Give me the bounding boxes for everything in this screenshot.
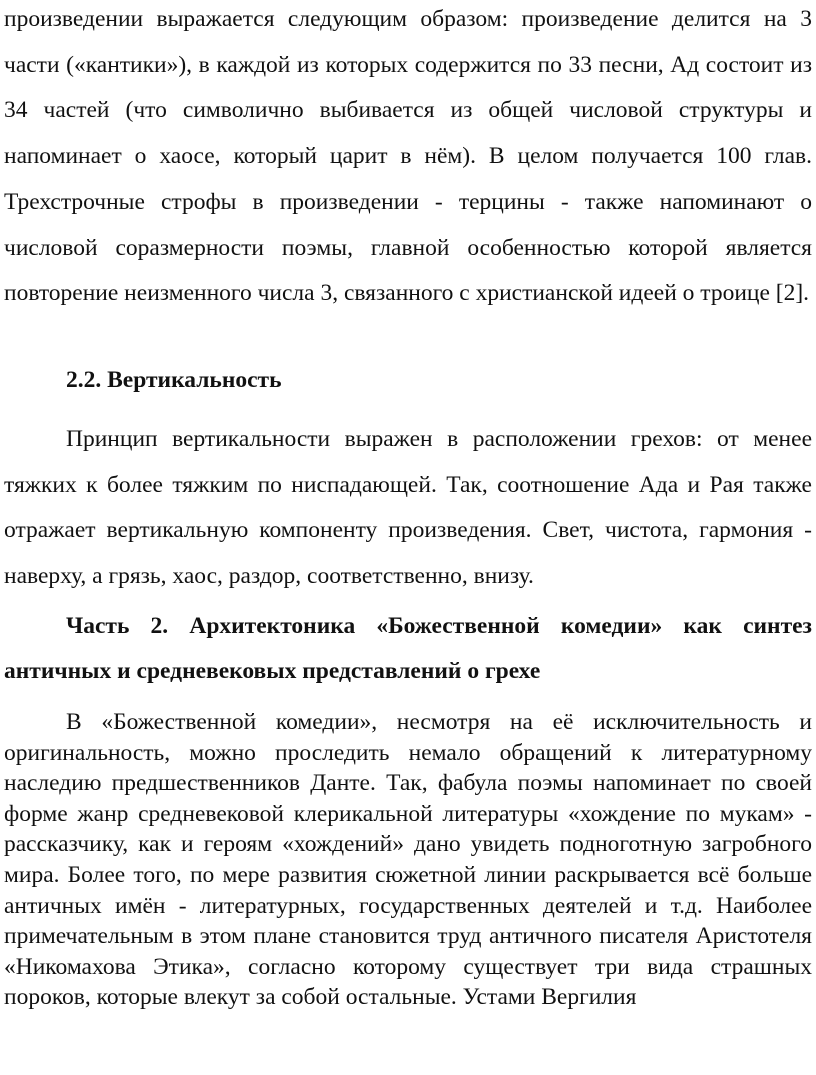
section-heading-verticality: 2.2. Вертикальность (66, 367, 282, 393)
paragraph-numerical-structure: произведении выражается следующим образом: произведение делится на 3 части («кантики»), в каждой из которых содержится по 33 песни, Ад состоит из 34 частей (что символично выбивается из общей числовой структуры и напоминает о хаосе, который царит в нём). В целом получается 100 глав. Трехстрочные строфы в произведении - терцины - также напоминают о числовой соразмерности поэмы, главной особенностью которой является повторение неизменного числа 3, связанного с христианской идеей о троице [2]. (4, 6, 812, 307)
part-heading-architectonics: Часть 2. Архитектоника «Божественной комедии» как синтез античных и средневековых представлений о грехе (4, 613, 812, 684)
paragraph-antique-medieval-sources: В «Божественной комедии», несмотря на её исключительность и оригинальность, можно проследить немало обращений к литературному наследию предшественников Данте. Так, фабула поэмы напоминает по своей форме жанр средневековой клерикальной литературы «хождение по мукам» - рассказчику, как и героям «хождений» дано увидеть подноготную загробного мира. Более того, по мере развития сюжетной линии раскрывается всё больше античных имён - литературных, государственных деятелей и т.д. Наиболее примечательным в этом плане становится труд античного писателя Аристотеля «Никомахова Этика», согласно которому существует три вида страшных пороков, которые влекут за собой остальные. Устами Вергилия (4, 709, 812, 1011)
paragraph-verticality: Принцип вертикальности выражен в расположении грехов: от менее тяжких к более тяжким по ниспадающей. Так, соотношение Ада и Рая также отражает вертикальную компоненту произведения. Свет, чистота, гармония - наверху, а грязь, хаос, раздор, соответственно, внизу. (4, 426, 812, 590)
